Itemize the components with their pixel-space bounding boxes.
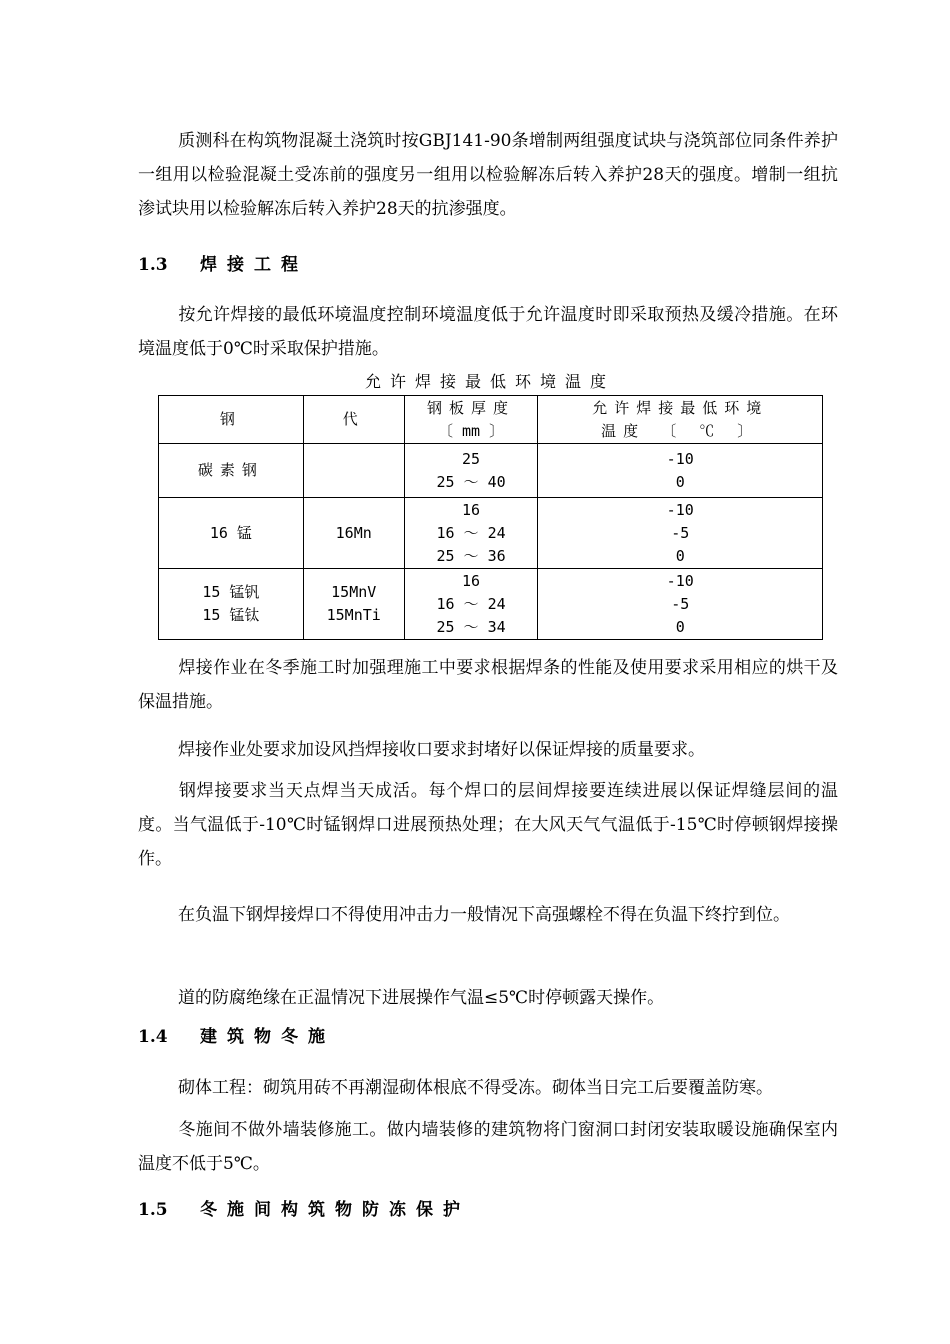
header-steel: 钢 (159, 396, 304, 444)
cell-thickness: 25 25 ～ 40 (404, 444, 538, 498)
paragraph-decoration: 冬施间不做外墙装修施工。做内墙装修的建筑物将门窗洞口封闭安装取暖设施确保室内温度不低于5℃。 (138, 1120, 838, 1174)
paragraph-concrete-specimens: 质测科在构筑物混凝土浇筑时按GBJ141-90条增制两组强度试块与浇筑部位同条件养护一组用以检验混凝土受冻前的强度另一组用以检验解冻后转入养护28天的强度。增制一组抗渗试块用以检验解冻后转入养护28天的抗渗强度。 (138, 131, 838, 219)
cell-code: 15MnV 15MnTi (303, 569, 404, 640)
cell-temperature: -10 0 (538, 444, 823, 498)
cell-temperature: -10 -5 0 (538, 569, 823, 640)
paragraph-welding-temperature: 按允许焊接的最低环境温度控制环境温度低于允许温度时即采取预热及缓冷措施。在环境温度低于0℃时采取保护措施。 (138, 305, 838, 359)
heading-1-5: 1.5 冬施间构筑物防冻保护 (138, 1200, 470, 1220)
header-min-temperature: 允许焊接最低环境 温度 〔 ℃ 〕 (538, 396, 823, 444)
paragraph-electrode-drying: 焊接作业在冬季施工时加强理施工中要求根据焊条的性能及使用要求采用相应的烘干及保温措施。 (138, 658, 838, 712)
table-header-row (159, 396, 823, 444)
cell-steel: 15 锰钒 15 锰钛 (159, 569, 304, 640)
table-caption: 允许焊接最低环境温度 (364, 372, 615, 391)
welding-temperature-table (158, 395, 823, 640)
header-thickness: 钢板厚度 〔 mm 〕 (404, 396, 538, 444)
heading-1-4: 1.4 建筑物冬施 (138, 1027, 335, 1047)
table-row (159, 569, 823, 640)
cell-thickness: 16 16 ～ 24 25 ～ 34 (404, 569, 538, 640)
paragraph-masonry: 砌体工程：砌筑用砖不再潮湿砌体根底不得受冻。砌体当日完工后要覆盖防寒。 (178, 1078, 773, 1098)
header-code: 代 (303, 396, 404, 444)
paragraph-negative-temperature: 在负温下钢焊接焊口不得使用冲击力一般情况下高强螺栓不得在负温下终拧到位。 (178, 905, 790, 925)
paragraph-wind-shield: 焊接作业处要求加设风挡焊接收口要求封堵好以保证焊接的质量要求。 (178, 740, 705, 760)
paragraph-anticorrosion: 道的防腐绝缘在正温情况下进展操作气温≤5℃时停顿露天操作。 (178, 988, 665, 1008)
cell-steel: 碳素钢 (159, 444, 304, 498)
cell-temperature: -10 -5 0 (538, 498, 823, 569)
table-row (159, 498, 823, 569)
cell-thickness: 16 16 ～ 24 25 ～ 36 (404, 498, 538, 569)
cell-code: 16Mn (303, 498, 404, 569)
table-row (159, 444, 823, 498)
cell-code (303, 444, 404, 498)
heading-1-3: 1.3 焊接工程 (138, 255, 308, 275)
paragraph-steel-welding: 钢焊接要求当天点焊当天成活。每个焊口的层间焊接要连续进展以保证焊缝层间的温度。当气温低于-10℃时锰钢焊口进展预热处理；在大风天气气温低于-15℃时停顿钢焊接操作。 (138, 781, 838, 869)
cell-steel: 16 锰 (159, 498, 304, 569)
